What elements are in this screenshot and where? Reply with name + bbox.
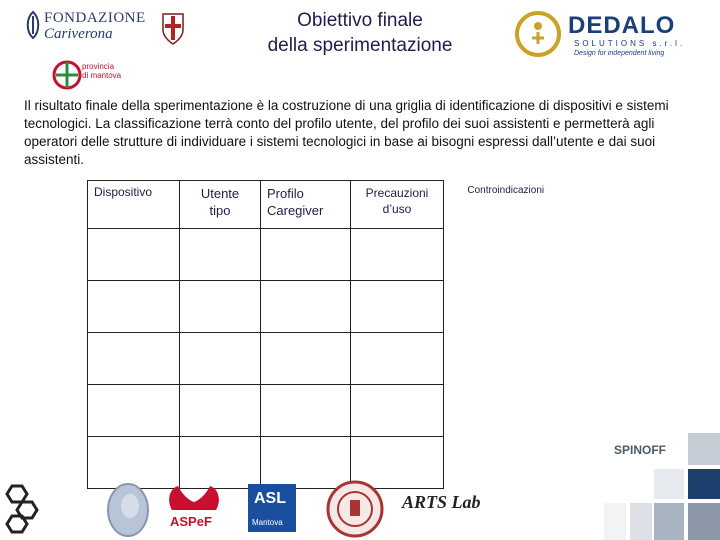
table-cell <box>444 229 568 281</box>
table-row <box>88 229 568 281</box>
dedalo-tagline: Design for independent living <box>574 50 665 57</box>
asl-mantova-logo <box>248 484 296 532</box>
fondazione-cariverona-logo <box>22 6 172 50</box>
header-utente-tipo <box>180 181 261 229</box>
table-cell[interactable] <box>180 281 261 333</box>
asl-text: ASL <box>254 490 286 507</box>
table-cell <box>444 281 568 333</box>
provincia-text <box>82 62 121 80</box>
provincia-mark-icon <box>52 58 82 92</box>
table-cell[interactable] <box>261 281 351 333</box>
provincia-mantova-logo <box>52 58 122 92</box>
spinoff-squares-icon <box>604 433 720 540</box>
title-line2: della sperimentazione <box>267 35 453 56</box>
arts-lab-text: ARTS Lab <box>402 492 481 512</box>
header-profilo-caregiver <box>261 181 351 229</box>
provincia-line1: provincia <box>82 62 115 71</box>
fondazione-name: FONDAZIONE <box>44 10 146 26</box>
grid-header-row <box>88 181 568 229</box>
dedalo-solutions-logo <box>512 8 697 60</box>
header-profilo-line1: Profilo <box>267 186 304 201</box>
table-cell[interactable] <box>351 333 444 385</box>
aspef-text: ASPeF <box>170 514 212 529</box>
table-cell[interactable] <box>88 281 180 333</box>
provincia-line2: di mantova <box>82 71 122 80</box>
header-utente-line2: tipo <box>209 203 231 218</box>
sant-anna-seal-icon <box>326 480 384 538</box>
asl-sub: Mantova <box>252 518 283 527</box>
spinoff-text: SPINOFF <box>614 443 667 457</box>
fondazione-mark-icon <box>22 10 44 40</box>
header-precauzioni-line1: Precauzioni <box>365 186 429 200</box>
table-cell[interactable] <box>88 229 180 281</box>
spinoff-logo <box>604 433 720 540</box>
page-title <box>220 8 500 58</box>
table-cell[interactable] <box>351 281 444 333</box>
table-cell[interactable] <box>180 385 261 437</box>
hexagon-molecule-icon <box>2 484 42 534</box>
table-cell <box>444 385 568 437</box>
header-precauzioni-line2: d’uso <box>382 202 412 216</box>
header-precauzioni <box>351 181 444 229</box>
table-cell[interactable] <box>88 385 180 437</box>
header-utente-line1: Utente <box>200 186 240 201</box>
title-line1: Obiettivo finale <box>297 10 423 31</box>
aspef-hands-icon <box>164 480 224 514</box>
intro-paragraph: Il risultato finale della sperimentazione è la costruzione di una griglia di identificazione di dispositivi e sistemi tecnologici. La classificazione terrà conto del profilo utente, del profilo dei suoi assistenti e permetterà agli operatori delle strutture di individuare i sistemi tecnologici in base ai bisogni espressi dall’utente e dai suoi assistenti. <box>24 98 669 167</box>
table-cell[interactable] <box>180 229 261 281</box>
fondazione-sub: Cariverona <box>44 26 113 42</box>
table-row <box>88 333 568 385</box>
partner-logos <box>0 478 600 540</box>
header-controindicazioni: Controindicazioni <box>444 181 568 229</box>
medal-portrait-icon <box>106 482 150 538</box>
table-cell[interactable] <box>351 385 444 437</box>
table-cell <box>444 333 568 385</box>
dedalo-mark-icon <box>514 10 562 58</box>
header-dispositivo: Dispositivo <box>88 181 180 229</box>
dedalo-sub: SOLUTIONS s.r.l. <box>574 39 686 48</box>
table-cell[interactable] <box>88 333 180 385</box>
table-cell[interactable] <box>180 333 261 385</box>
table-cell[interactable] <box>351 229 444 281</box>
table-row <box>88 281 568 333</box>
table-cell[interactable] <box>261 385 351 437</box>
identification-grid <box>87 180 568 489</box>
table-cell[interactable] <box>261 333 351 385</box>
table-cell[interactable] <box>261 229 351 281</box>
dedalo-name: DEDALO <box>568 12 676 39</box>
table-row <box>88 385 568 437</box>
comune-crest-icon <box>160 10 186 46</box>
header-profilo-line2: Caregiver <box>267 203 324 218</box>
